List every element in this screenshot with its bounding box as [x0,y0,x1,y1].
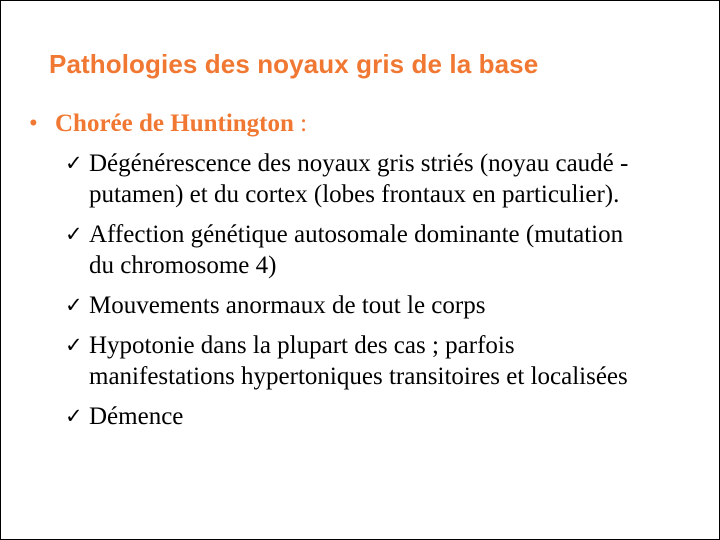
checklist-item [63,401,713,432]
item-line: du chromosome 4) [89,252,277,279]
item-line: putamen) et du cortex (lobes frontaux en particulier). [89,181,620,208]
checklist-item [63,290,713,321]
item-line: Dégénérescence des noyaux gris striés (noyau caudé - [89,150,629,177]
item-line: Hypotonie dans la plupart des cas ; parfois [89,332,515,359]
bullet-marker: • [29,110,38,137]
checklist-item [63,219,713,281]
item-line: Démence [89,403,184,430]
slide-title: Pathologies des noyaux gris de la base [49,49,539,79]
checkmark-icon: ✓ [65,293,83,317]
checklist-item [63,330,713,392]
checkmark-icon: ✓ [65,333,83,357]
checkmark-icon: ✓ [65,151,83,175]
checkmark-icon: ✓ [65,222,83,246]
bullet-heading-text: Chorée de Huntington [55,110,294,137]
item-line: Affection génétique autosomale dominante (mutation [89,221,624,248]
checklist [63,148,713,441]
bullet-heading [29,110,307,138]
item-line: manifestations hypertoniques transitoires et localisées [89,363,628,390]
bullet-heading-colon: : [293,110,308,137]
item-line: Mouvements anormaux de tout le corps [89,292,486,319]
checklist-item [63,148,713,210]
checkmark-icon: ✓ [65,404,83,428]
